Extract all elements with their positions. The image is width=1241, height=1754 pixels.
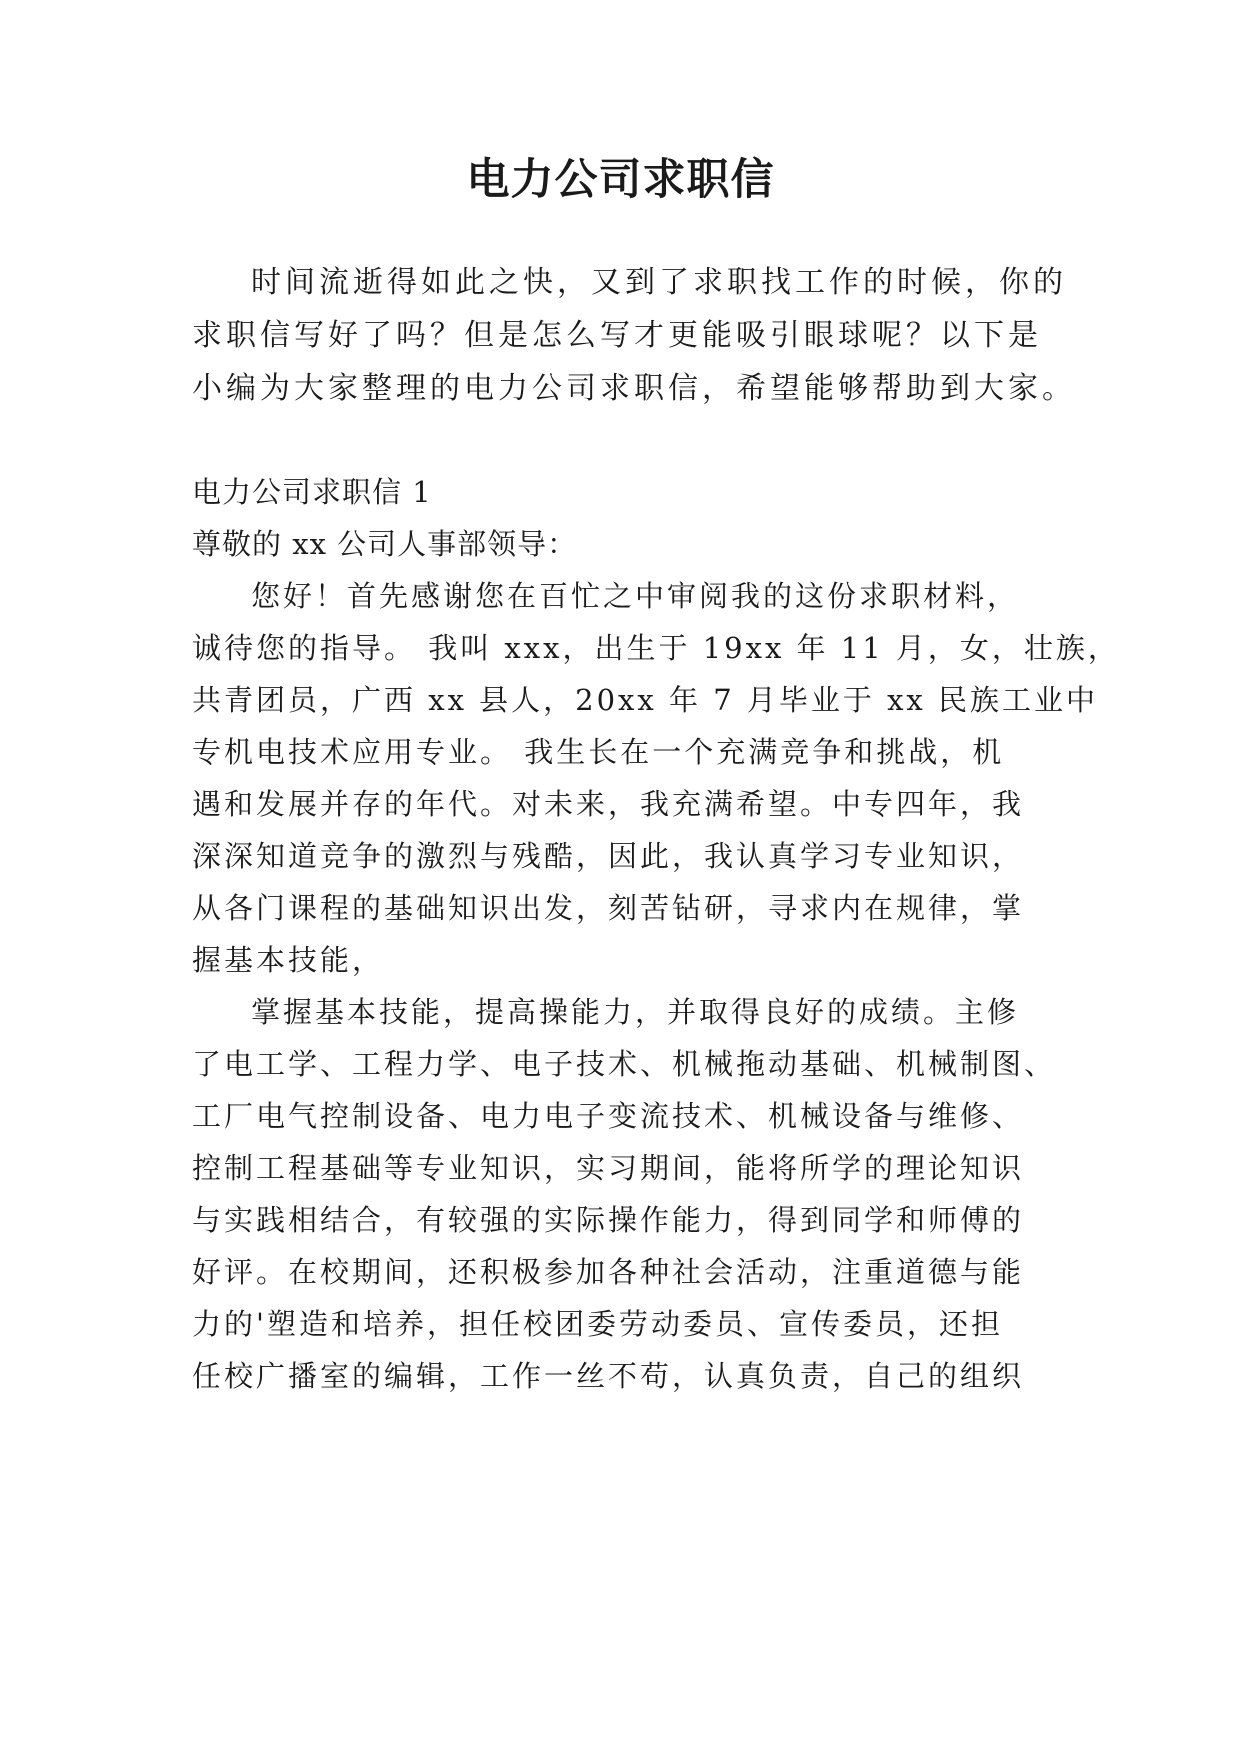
salutation: 尊敬的 xx 公司人事部领导： [192,527,578,561]
paragraph-line: 专机电技术应用专业。 我生长在一个充满竞争和挑战，机 [192,735,1005,769]
paragraph-line: 握基本技能， [192,943,385,977]
paragraph-line: 与实践相结合，有较强的实际操作能力，得到同学和师傅的 [192,1203,1025,1237]
intro-line: 求职信写好了吗？但是怎么写才更能吸引眼球呢？以下是 [192,318,1042,353]
paragraph-line: 好评。在校期间，还积极参加各种社会活动，注重道德与能 [192,1255,1025,1289]
intro-line: 小编为大家整理的电力公司求职信，希望能够帮助到大家。 [192,371,1076,406]
paragraph-line: 力的'塑造和培养，担任校团委劳动委员、宣传委员，还担 [192,1307,1003,1341]
section-title: 电力公司求职信 1 [192,475,432,509]
paragraph-line: 任校广播室的编辑，工作一丝不苟，认真负责，自己的组织 [192,1359,1025,1393]
paragraph-line: 控制工程基础等专业知识，实习期间，能将所学的理论知识 [192,1151,1025,1185]
intro-line: 时间流逝得如此之快，又到了求职找工作的时候，你的 [251,265,1067,300]
paragraph-line: 了电工学、工程力学、电子技术、机械拖动基础、机械制图、 [192,1047,1057,1081]
document-title: 电力公司求职信 [466,155,775,205]
paragraph-line: 共青团员，广西 xx 县人，20xx 年 7 月毕业于 xx 民族工业中 [192,683,1099,717]
paragraph-line: 工厂电气控制设备、电力电子变流技术、机械设备与维修、 [192,1099,1025,1133]
paragraph-line: 诚待您的指导。 我叫 xxx，出生于 19xx 年 11 月，女，壮族， [192,631,1120,665]
paragraph-line: 遇和发展并存的年代。对未来，我充满希望。中专四年，我 [192,787,1025,821]
paragraph-line: 掌握基本技能，提高操能力，并取得良好的成绩。主修 [251,995,1020,1029]
paragraph-line: 您好！首先感谢您在百忙之中审阅我的这份求职材料， [251,579,1020,613]
paragraph-line: 从各门课程的基础知识出发，刻苦钻研，寻求内在规律，掌 [192,891,1025,925]
paragraph-line: 深深知道竞争的激烈与残酷，因此，我认真学习专业知识， [192,839,1025,873]
